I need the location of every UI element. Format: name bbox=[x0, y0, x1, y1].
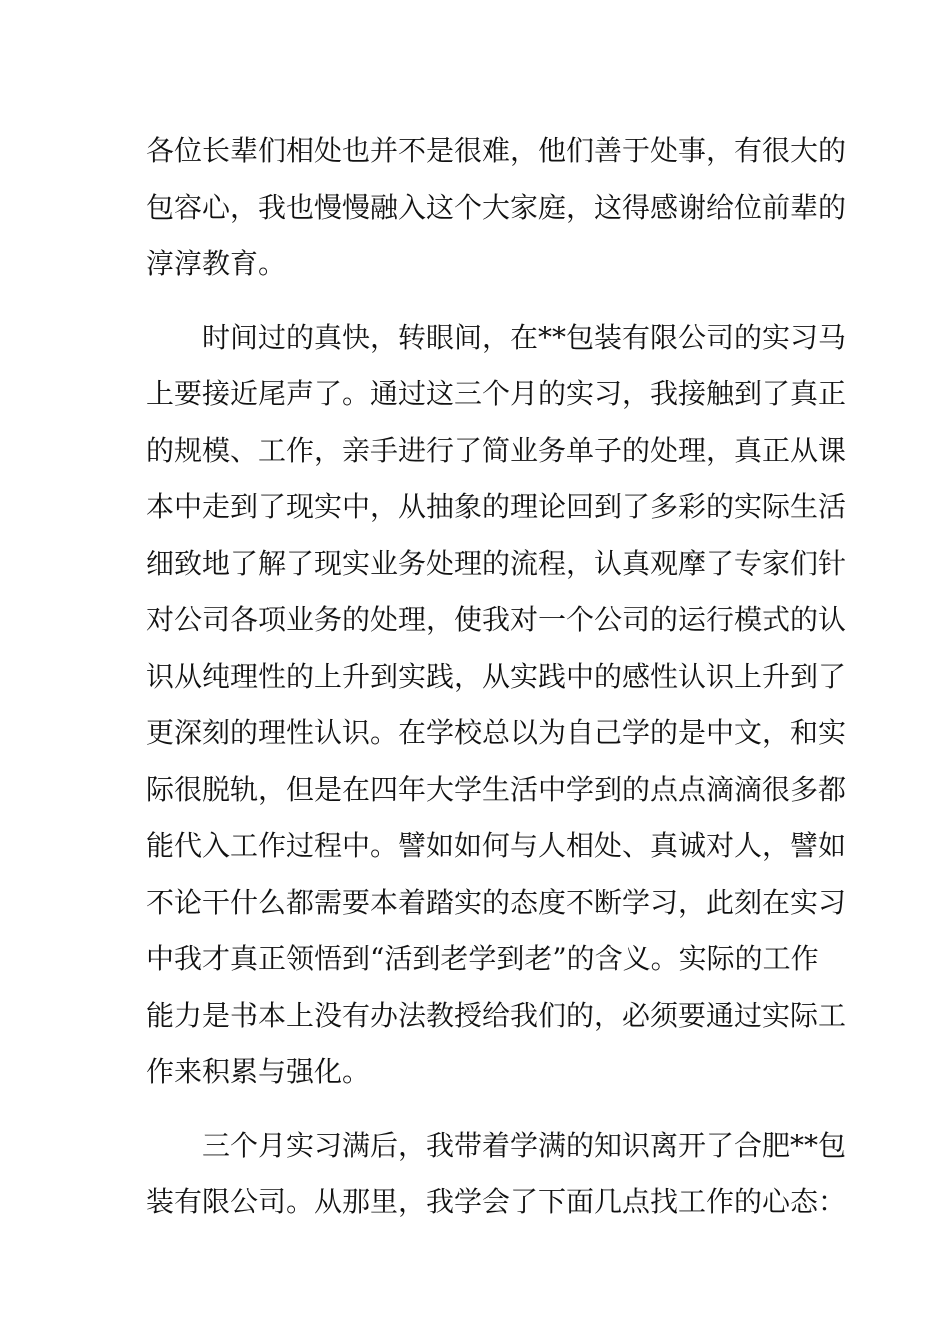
paragraph-2 bbox=[146, 310, 847, 1101]
text-line: 本中走到了现实中，从抽象的理论回到了多彩的实际生活 bbox=[146, 490, 847, 523]
text-line: 时间过的真快，转眼间，在**包装有限公司的实习马 bbox=[202, 320, 847, 354]
text-line: 包容心，我也慢慢融入这个大家庭，这得感谢给位前辈的 bbox=[146, 190, 847, 224]
text-line: 装有限公司。从那里，我学会了下面几点找工作的心态： bbox=[146, 1185, 847, 1218]
text-line: 中我才真正领悟到“活到老学到老”的含义。实际的工作 bbox=[146, 942, 819, 975]
text-line: 不论干什么都需要本着踏实的态度不断学习，此刻在实习 bbox=[146, 885, 847, 919]
paragraph-gap bbox=[146, 1101, 826, 1118]
text-line: 三个月实习满后，我带着学满的知识离开了合肥**包 bbox=[202, 1128, 847, 1162]
text-line: 际很脱轨，但是在四年大学生活中学到的点点滴滴很多都 bbox=[146, 772, 847, 806]
paragraph-gap bbox=[146, 293, 826, 310]
paragraph-3 bbox=[146, 1118, 847, 1231]
text-line: 作来积累与强化。 bbox=[146, 1055, 371, 1088]
text-line: 各位长辈们相处也并不是很难，他们善于处事，有很大的 bbox=[146, 134, 847, 167]
text-line: 识从纯理性的上升到实践，从实践中的感性认识上升到了 bbox=[146, 659, 847, 693]
text-line: 细致地了解了现实业务处理的流程，认真观摩了专家们针 bbox=[146, 546, 847, 580]
text-line: 上要接近尾声了。通过这三个月的实习，我接触到了真正 bbox=[146, 377, 847, 410]
paragraph-1 bbox=[146, 123, 847, 293]
text-line: 更深刻的理性认识。在学校总以为自己学的是中文，和实 bbox=[146, 716, 847, 749]
document-body bbox=[146, 123, 847, 1231]
text-line: 的规模、工作，亲手进行了简业务单子的处理，真正从课 bbox=[146, 433, 847, 467]
text-line: 对公司各项业务的处理，使我对一个公司的运行模式的认 bbox=[146, 603, 847, 636]
text-line: 能力是书本上没有办法教授给我们的，必须要通过实际工 bbox=[146, 998, 847, 1032]
text-line: 能代入工作过程中。譬如如何与人相处、真诚对人，譬如 bbox=[146, 829, 847, 862]
text-line: 淳淳教育。 bbox=[146, 247, 287, 280]
